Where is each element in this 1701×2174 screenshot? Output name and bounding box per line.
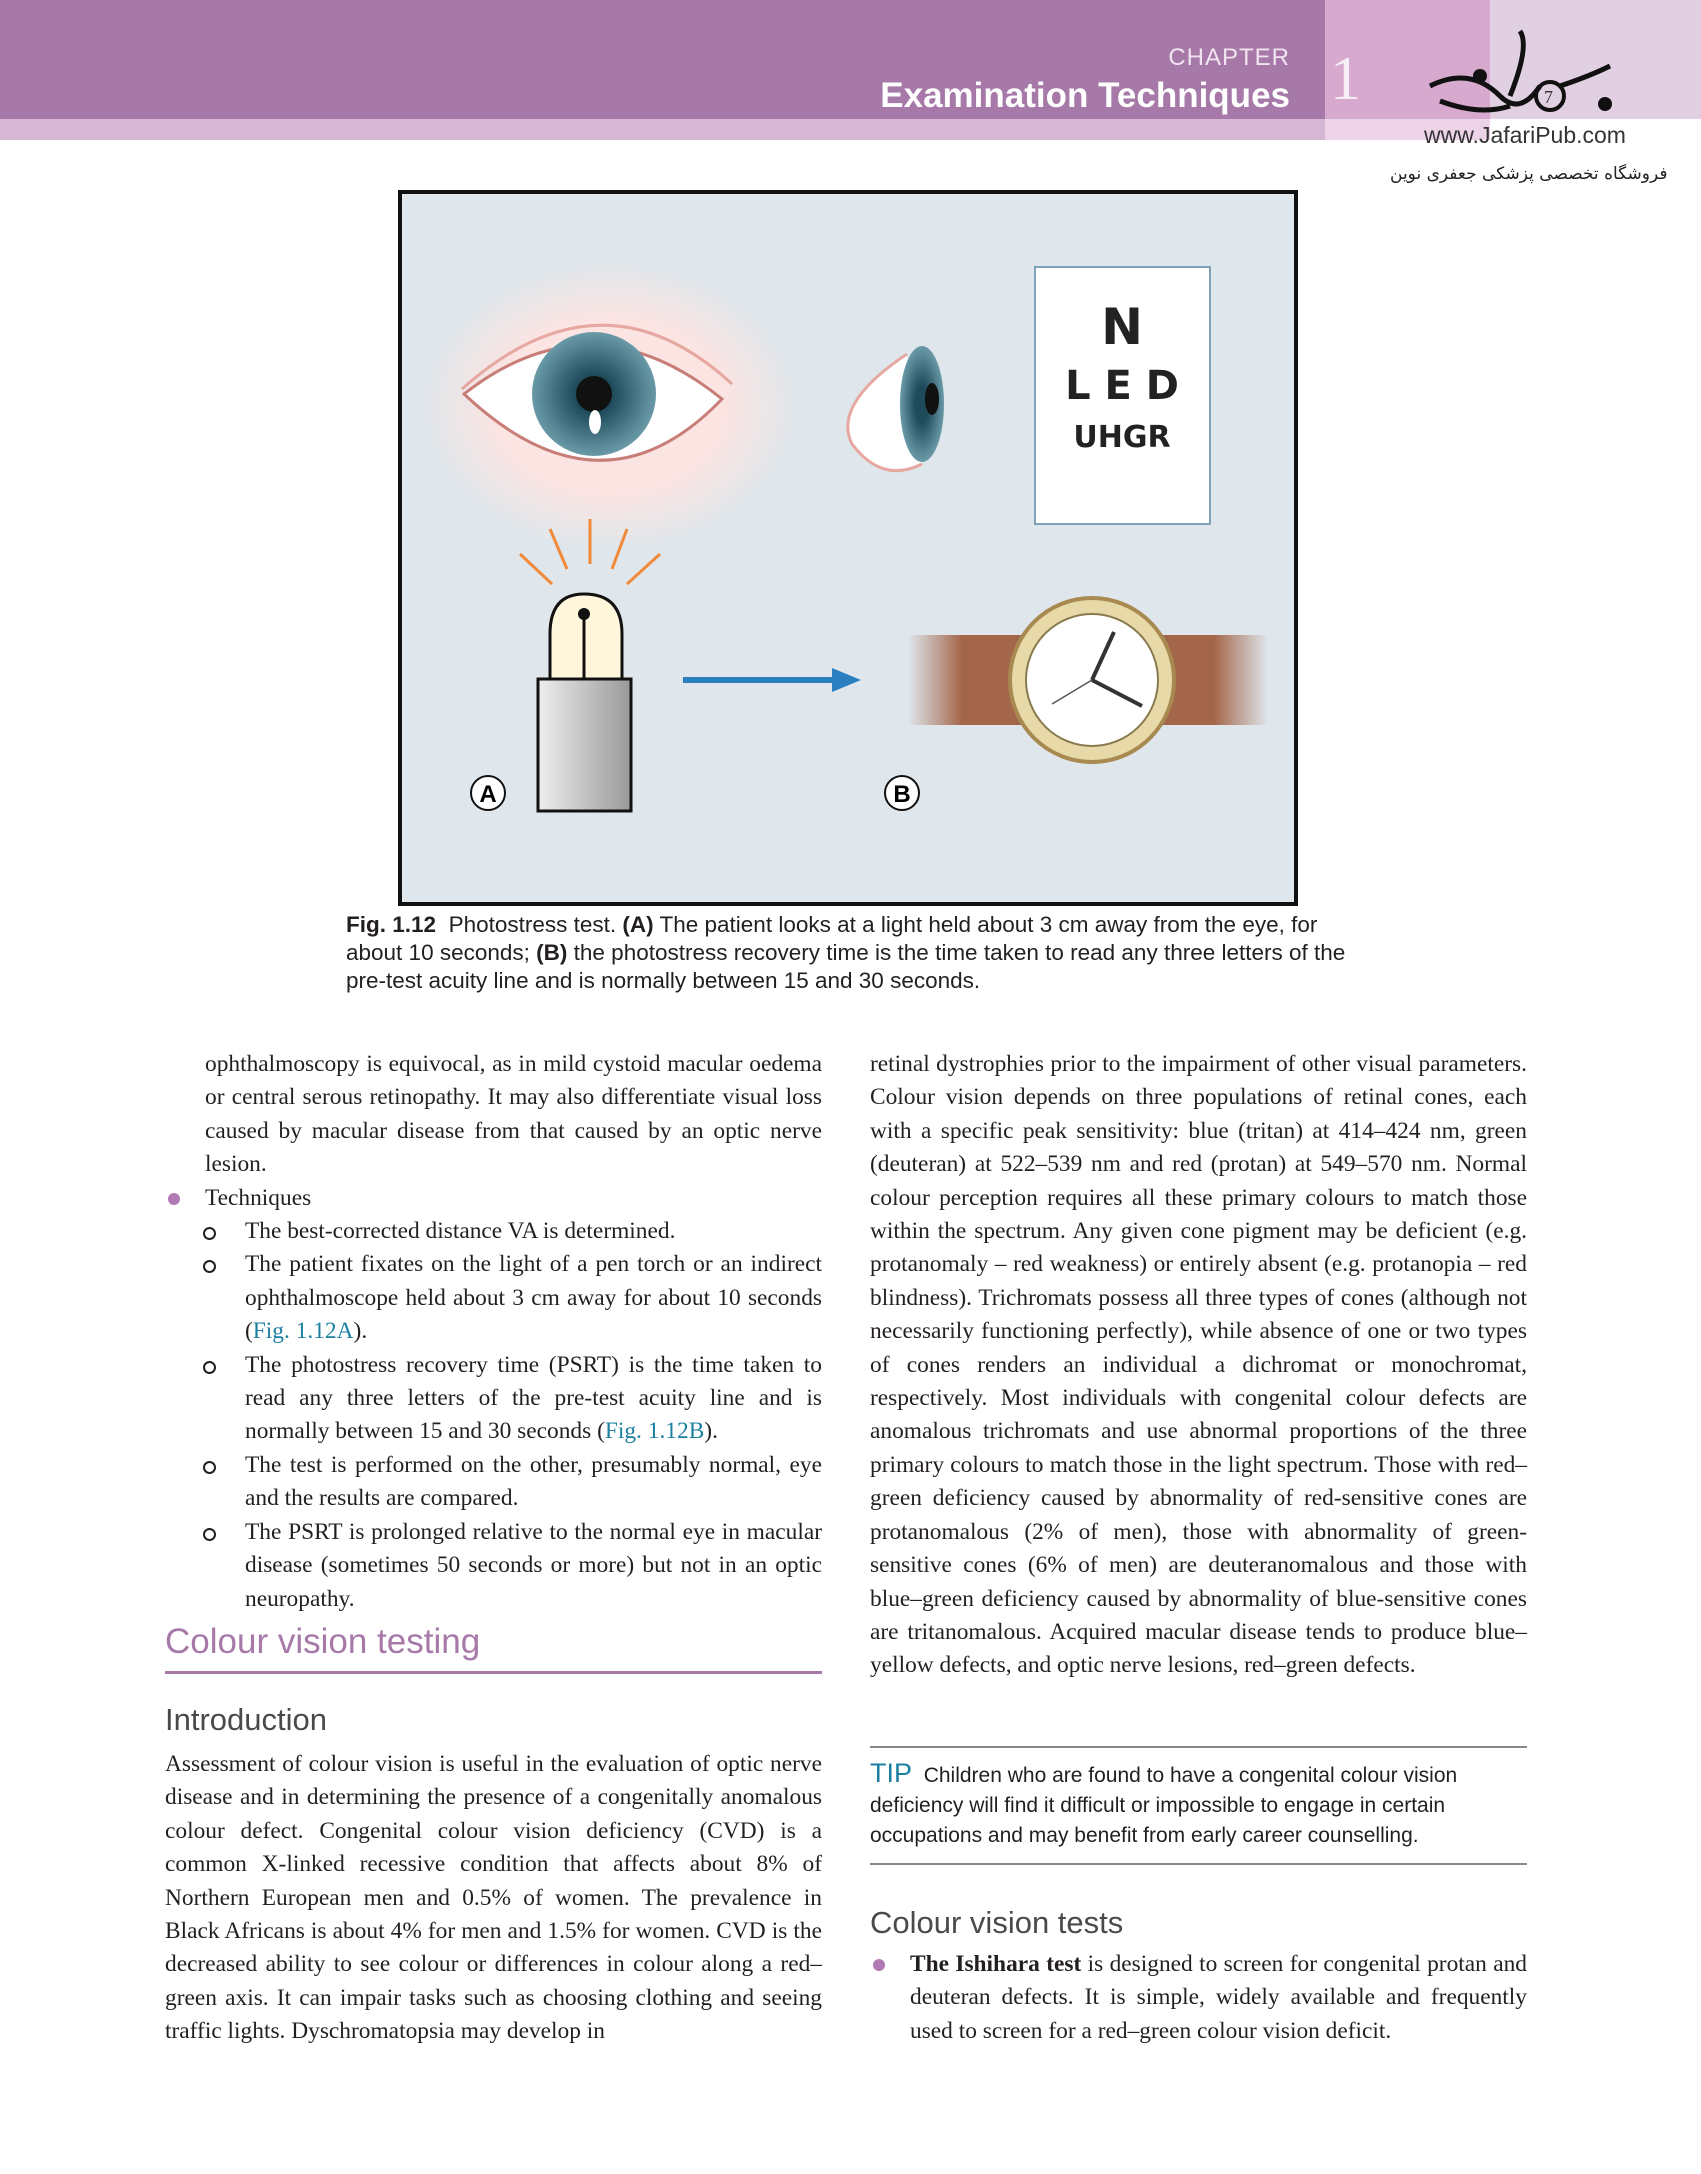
list-item bbox=[870, 1948, 1527, 2048]
header-strip bbox=[0, 119, 1325, 140]
figure-photostress bbox=[398, 190, 1298, 906]
watch bbox=[908, 598, 1268, 762]
section-heading: Colour vision testing bbox=[165, 1622, 481, 1661]
ishihara-text: is designed to screen for congenital protan and deuteran defects. It is simple, widely available and frequently used to screen for a red–green colour vision deficit. bbox=[910, 1951, 1527, 2044]
label-a bbox=[471, 776, 505, 810]
ishihara-term: The Ishihara test bbox=[910, 1951, 1082, 1977]
section-rule bbox=[165, 1671, 822, 1674]
caption-b-label: (B) bbox=[536, 940, 568, 965]
tip-text bbox=[870, 1758, 1527, 1851]
tip-box bbox=[870, 1746, 1527, 1865]
figure-link[interactable]: Fig. 1.12A bbox=[252, 1318, 354, 1345]
caption-title: Photostress test. bbox=[448, 912, 617, 937]
tests-heading: Colour vision tests bbox=[870, 1905, 1124, 1940]
list-item: The test is performed on the other, presumably normal, eye and the results are compared. bbox=[205, 1449, 822, 1516]
side-eye bbox=[848, 346, 944, 471]
front-eye bbox=[420, 261, 800, 551]
tip-body: Children who are found to have a congenital colour vision deficiency will find it difficult or impossible to engage in certain occupations and may benefit from early career counselling. bbox=[870, 1764, 1458, 1847]
intro-paragraph: Assessment of colour vision is useful in the evaluation of optic nerve disease and in determining the presence of a congenitally anomalous colour defect. Congenital colour vision deficiency (CVD) is a common X-linked recessive condition that affects about 8% of Northern European men and 0.5% of women. The prevalence in Black Africans is about 4% for men and 1.5% for women. CVD is the decreased ability to see colour or differences in colour along a red–green axis. It can impair tasks such as choosing clothing and seeing traffic lights. Dyschromatopsia may develop in bbox=[165, 1751, 822, 2045]
publisher-url[interactable]: www.JafariPub.com bbox=[1424, 122, 1626, 148]
right-paragraph: retinal dystrophies prior to the impairment of other visual parameters. Colour vision depends on three populations of retinal cones, each with a specific peak sensitivity: blue (tritan) at 414–424 nm, green (deuteran) at 522–539 nm and red (protan) at 549–570 nm. Normal colour perception requires all these primary colours to match those within the spectrum. Any given cone pigment may be deficient (e.g. protanomaly – red weakness) or entirely absent (e.g. protanopia – red blindness). Trichromats possess all three types of cones (although not necessarily functioning perfectly), while absence of one or two types of cones renders an individual a dichromat or monochromat, respectively. Most individuals with congenital colour defects are anomalous trichromats and use abnormal proportions of the three primary colours to match those in the light spectrum. Those with red–green deficiency caused by abnormality of red-sensitive cones are protanomalous (2% of men), those with abnormality of green-sensitive cones (6% of men) are deuteranomalous and those with blue–green deficiency caused by abnormality of blue-sensitive cones are tritanomalous. Acquired macular disease tends to produce blue–yellow defects, and optic nerve lesions, red–green defects. bbox=[870, 1051, 1527, 1679]
list-item: The photostress recovery time (PSRT) is the time taken to read any three letters of the pre-test acuity line and is normally between 15 and 30 seconds (Fig. 1.12B). bbox=[205, 1349, 822, 1449]
arrow-right-icon bbox=[683, 668, 861, 692]
intro-heading: Introduction bbox=[165, 1702, 327, 1737]
figure-caption bbox=[346, 911, 1356, 995]
publisher-logo bbox=[1420, 26, 1620, 126]
caption-number: Fig. 1.12 bbox=[346, 912, 437, 937]
svg-text:A: A bbox=[479, 781, 497, 808]
left-column bbox=[165, 1048, 822, 1616]
techniques-label: Techniques bbox=[205, 1184, 312, 1211]
tip-label: TIP bbox=[870, 1758, 913, 1788]
chart-line-1: N bbox=[1101, 298, 1143, 356]
acuity-chart bbox=[1035, 267, 1210, 524]
chapter-title: Examination Techniques bbox=[880, 76, 1290, 115]
caption-b-text: the photostress recovery time is the time taken to read any three letters of the pre-test acuity line and is normally between 15 and 30 seconds. bbox=[346, 940, 1346, 993]
label-b bbox=[885, 776, 919, 810]
chart-line-3: UHGR bbox=[1073, 420, 1171, 455]
svg-text:B: B bbox=[893, 781, 911, 808]
techniques-heading bbox=[165, 1182, 822, 1215]
publisher-tagline: فروشگاه تخصصی پزشکی جعفری نوین bbox=[1390, 164, 1668, 184]
list-item: The best-corrected distance VA is determined. bbox=[205, 1215, 822, 1248]
figure-illustration bbox=[402, 194, 1294, 902]
figure-link[interactable]: Fig. 1.12B bbox=[604, 1418, 705, 1445]
caption-a-text: The patient looks at a light held about 3 cm away from the eye, for about 10 seconds; bbox=[346, 912, 1318, 965]
chapter-number: 1 bbox=[1330, 45, 1361, 113]
page-number: 7 bbox=[1544, 87, 1553, 107]
pen-torch bbox=[520, 519, 660, 811]
paragraph: ophthalmoscopy is equivocal, as in mild cystoid macular oedema or central serous retinopathy. It may also differentiate visual loss caused by macular disease from that caused by an optic nerve lesion. bbox=[205, 1051, 822, 1178]
list-item: The PSRT is prolonged relative to the normal eye in macular disease (sometimes 50 seconds or more) but not in an optic neuropathy. bbox=[205, 1516, 822, 1616]
caption-a-label: (A) bbox=[622, 912, 654, 937]
tests-list bbox=[870, 1948, 1527, 2048]
chapter-label: CHAPTER bbox=[1168, 44, 1290, 71]
chart-line-2: L E D bbox=[1065, 363, 1179, 409]
list-item: The patient fixates on the light of a pen torch or an indirect ophthalmoscope held about 3 cm away for about 10 seconds (Fig. 1.12A). bbox=[205, 1248, 822, 1348]
